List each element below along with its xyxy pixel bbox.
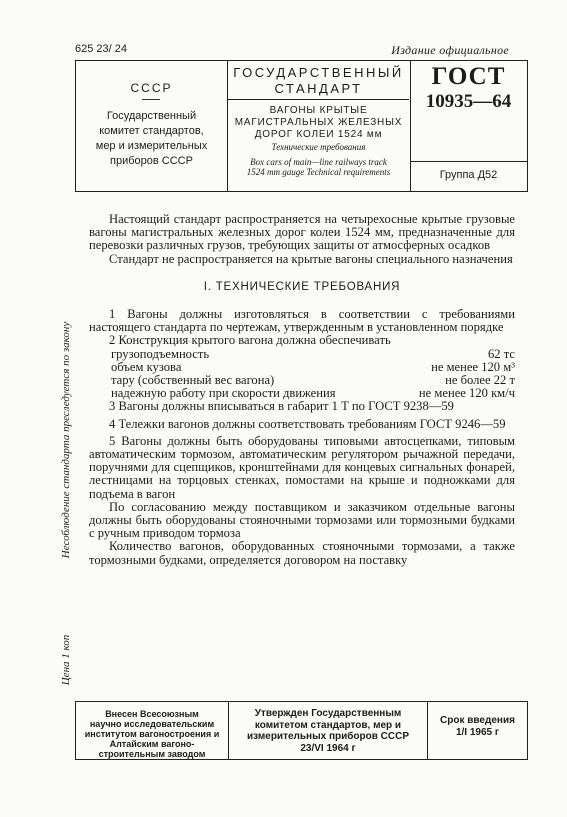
price-label: Цена 1 коп: [60, 634, 72, 686]
legal-notice: Несоблюдение стандарта преследуется по закону: [60, 321, 72, 559]
clause-2: 2 Конструкция крытого вагона должна обеспечивать: [109, 333, 391, 348]
document-code: 625 23/ 24: [75, 43, 127, 55]
english-title: Box cars of main—line railways track 1524 mm gauge Technical requirements: [246, 157, 391, 177]
footer-table: [75, 701, 528, 760]
section-title: I. ТЕХНИЧЕСКИЕ ТРЕБОВАНИЯ: [203, 280, 401, 293]
param-row: объем кузова не менее 120 м³: [111, 359, 515, 374]
intro-paragraph: Настоящий стандарт распространяется на четырехосные крытые грузовые вагоны магистральных железных дорог колеи 1524 мм, предназначенные для перевозки различных грузов, требующих защиты от атмосферных осадков: [89, 212, 515, 253]
quantity-paragraph: Количество вагонов, оборудованных стояночными тормозами, а также тормозными будками, определяется договором на поставку: [89, 539, 515, 567]
approved-by: Утвержден Государственным комитетом стандартов, мер и измерительных приборов СССР 23/VI 1964 г: [246, 708, 410, 754]
title-separator: [228, 99, 409, 100]
param-row: тару (собственный вес вагона) не более 22 т: [111, 373, 515, 388]
gost-label: ГОСТ: [431, 63, 506, 90]
clause-1: 1 Вагоны должны изготовляться в соответствии с требованиями настоящего стандарта по чертежам, утвержденным в установленном порядке: [89, 307, 515, 335]
introduced-by: Внесен Всесоюзным научно исследовательским институтом вагоностроения и Алтайским вагоно- строительным заводом: [84, 709, 220, 759]
standard-subtitle: Технические требования: [271, 142, 366, 152]
header-table: [75, 60, 528, 192]
ussr-label: СССР: [130, 81, 173, 95]
divider-dash: [142, 99, 160, 100]
edition-label: Издание официальное: [391, 43, 509, 57]
param-row: надежную работу при скорости движения не менее 120 км/ч: [111, 386, 515, 401]
standard-title: ВАГОНЫ КРЫТЫЕ МАГИСТРАЛЬНЫХ ЖЕЛЕЗНЫХ ДОРОГ КОЛЕИ 1524 мм: [234, 105, 403, 140]
standard-heading: ГОСУДАРСТВЕННЫЙ СТАНДАРТ: [233, 65, 404, 96]
clause-5: 5 Вагоны должны быть оборудованы типовыми автосцепками, типовым автоматическим тормозом, автоматическим регулятором рычажной передачи, поручнями для сцепщиков, кронштейнами для концевых сигнальных фонарей, лестницами на торцовых стенках, помостами на крыше и подножками для подъема в вагон: [89, 433, 515, 501]
group-separator: [410, 161, 527, 162]
scope-paragraph: Стандарт не распространяется на крытые вагоны специального назначения: [109, 251, 513, 266]
document-body: [89, 213, 515, 567]
number-cell: [410, 61, 527, 191]
clause-4: 4 Тележки вагонов должны соответствовать требованиям ГОСТ 9246—59: [109, 416, 506, 431]
committee-name: Государственный комитет стандартов, мер и измерительных приборов СССР: [95, 110, 208, 167]
issuer-cell: [76, 61, 227, 191]
effective-date: Срок введения 1/I 1965 г: [440, 715, 515, 738]
group-label: Группа Д52: [439, 169, 498, 181]
gost-number: 10935—64: [425, 91, 512, 112]
param-row: грузоподъемность 62 тс: [111, 346, 515, 361]
title-cell: [228, 61, 409, 191]
agreement-paragraph: По согласованию между поставщиком и заказчиком отдельные вагоны должны быть оборудованы стояночными тормозами или тормозными будками с ручным приводом тормоза: [89, 499, 515, 541]
clause-3: 3 Вагоны должны вписываться в габарит 1 Т по ГОСТ 9238—59: [109, 399, 454, 414]
